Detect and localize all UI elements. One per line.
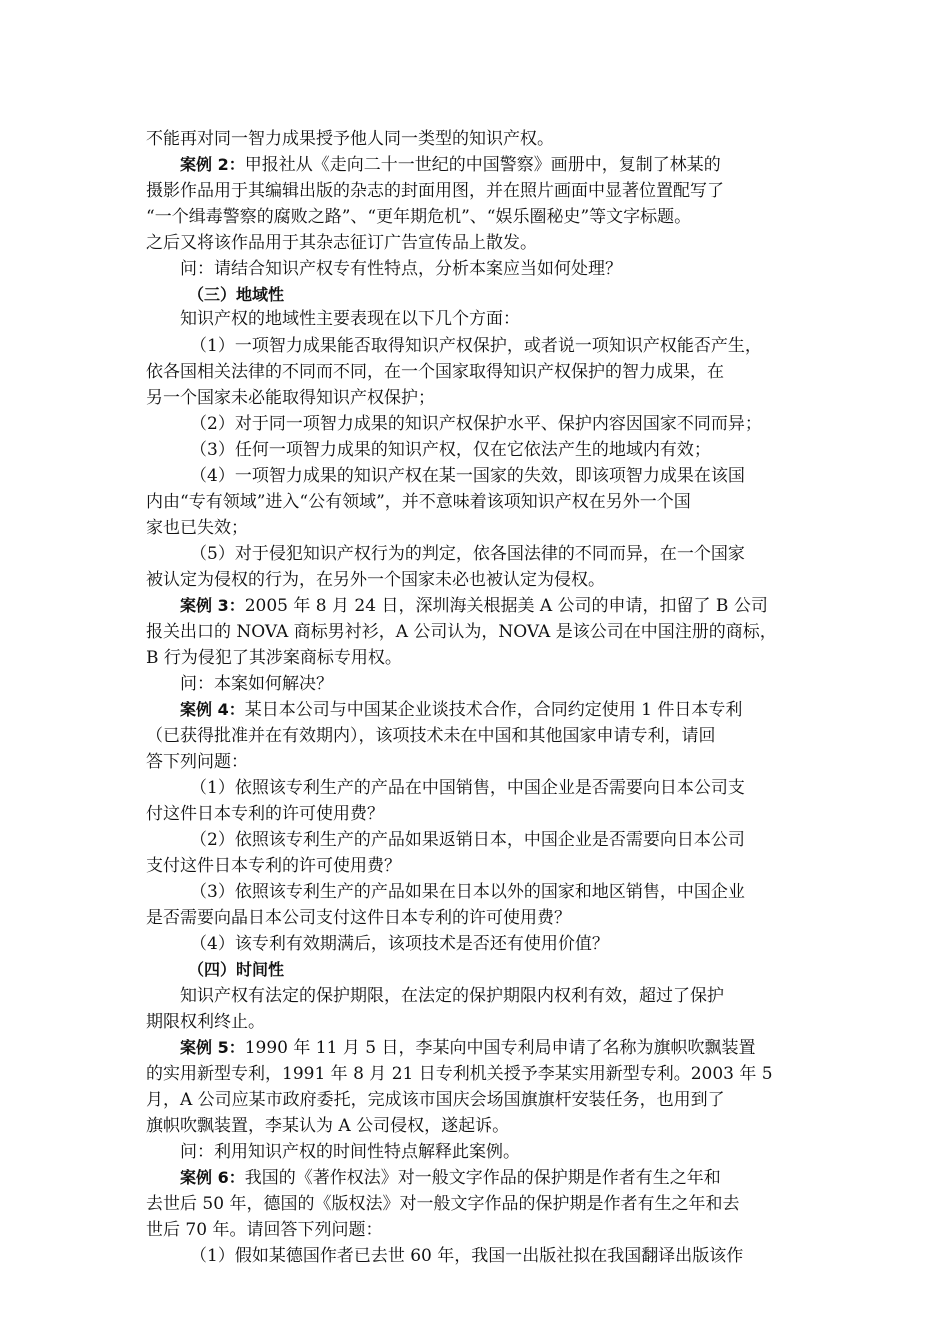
- list-item-line: （2）依照该专利生产的产品如果返销日本，中国企业是否需要向日本公司: [190, 830, 745, 850]
- case-label: 案例 6：: [180, 1168, 245, 1187]
- paragraph-line: 答下列问题：: [146, 752, 248, 772]
- line-text: 1990 年 11 月 5 日，李某向中国专利局申请了名称为旗帜吹飘装置: [244, 1038, 756, 1058]
- list-item-line: （1）假如某德国作者已去世 60 年，我国一出版社拟在我国翻译出版该作: [190, 1246, 744, 1266]
- paragraph-line: 去世后 50 年，德国的《版权法》对一般文字作品的保护期是作者有生之年和去: [146, 1194, 740, 1214]
- question-line: 问：请结合知识产权专有性特点，分析本案应当如何处理？: [180, 259, 622, 279]
- paragraph-line: 旗帜吹飘装置，李某认为 A 公司侵权，遂起诉。: [146, 1116, 510, 1136]
- list-item-line: （4）该专利有效期满后，该项技术是否还有使用价值？: [190, 934, 609, 954]
- paragraph-line: 知识产权的地域性主要表现在以下几个方面：: [180, 309, 520, 329]
- paragraph-line: 支付这件日本专利的许可使用费？: [146, 856, 401, 876]
- paragraph-line: 世后 70 年。请回答下列问题：: [146, 1220, 383, 1240]
- section-heading: （三）地域性: [188, 285, 285, 304]
- paragraph-line: 月，A 公司应某市政府委托，完成该市国庆会场国旗旗杆安装任务，也用到了: [146, 1090, 725, 1110]
- list-item-line: （2）对于同一项智力成果的知识产权保护水平、保护内容因国家不同而异；: [190, 414, 762, 434]
- paragraph-line: 依各国相关法律的不同而不同，在一个国家取得知识产权保护的智力成果，在: [146, 362, 724, 382]
- paragraph-line: “一个缉毒警察的腐败之路”、“更年期危机”、“娱乐圈秘史”等文字标题。: [146, 207, 692, 227]
- paragraph-line: 知识产权有法定的保护期限，在法定的保护期限内权利有效，超过了保护: [180, 986, 724, 1006]
- paragraph-line: 期限权利终止。: [146, 1012, 265, 1032]
- paragraph-line: 家也已失效；: [146, 518, 248, 538]
- list-item-line: （4）一项智力成果的知识产权在某一国家的失效，即该项智力成果在该国: [190, 466, 745, 486]
- list-item-line: （3）任何一项智力成果的知识产权，仅在它依法产生的地域内有效；: [190, 440, 711, 460]
- paragraph-line: [180, 697, 812, 723]
- paragraph-line: B 行为侵犯了其涉案商标专用权。: [146, 648, 402, 668]
- paragraph-line: [180, 152, 812, 178]
- list-item-line: （3）依照该专利生产的产品如果在日本以外的国家和地区销售，中国企业: [190, 882, 745, 902]
- paragraph-line: 另一个国家未必能取得知识产权保护；: [146, 388, 435, 408]
- paragraph-line: 报关出口的 NOVA 商标男衬衫，A 公司认为，NOVA 是该公司在中国注册的商标，: [146, 622, 777, 642]
- paragraph-line: 付这件日本专利的许可使用费？: [146, 804, 384, 824]
- paragraph-line: 的实用新型专利，1991 年 8 月 21 日专利机关授予李某实用新型专利。2003 年 5: [146, 1064, 773, 1084]
- case-label: 案例 4：: [180, 700, 245, 719]
- list-item-line: （1）依照该专利生产的产品在中国销售，中国企业是否需要向日本公司支: [190, 778, 745, 798]
- paragraph-line: （已获得批准并在有效期内），该项技术未在中国和其他国家申请专利，请回: [146, 726, 716, 746]
- paragraph-line: 之后又将该作品用于其杂志征订广告宣传品上散发。: [146, 233, 537, 253]
- list-item-line: （1）一项智力成果能否取得知识产权保护，或者说一项知识产权能否产生，: [190, 336, 762, 356]
- question-line: 问：利用知识产权的时间性特点解释此案例。: [180, 1142, 520, 1162]
- line-text: 某日本公司与中国某企业谈技术合作，合同约定使用 1 件日本专利: [244, 700, 743, 720]
- case-label: 案例 5：: [180, 1038, 245, 1057]
- line-text: 我国的《著作权法》对一般文字作品的保护期是作者有生之年和: [244, 1168, 721, 1188]
- section-heading: （四）时间性: [188, 960, 285, 979]
- paragraph-line: 不能再对同一智力成果授予他人同一类型的知识产权。: [146, 129, 554, 149]
- paragraph-line: 被认定为侵权的行为，在另外一个国家未必也被认定为侵权。: [146, 570, 605, 590]
- paragraph-line: [180, 1165, 812, 1191]
- case-label: 案例 2：: [180, 155, 245, 174]
- paragraph-line: [180, 593, 812, 619]
- line-text: 2005 年 8 月 24 日，深圳海关根据美 A 公司的申请，扣留了 B 公司: [244, 596, 768, 616]
- paragraph-line: [180, 1035, 812, 1061]
- line-text: 甲报社从《走向二十一世纪的中国警察》画册中，复制了林某的: [244, 155, 721, 175]
- list-item-line: （5）对于侵犯知识产权行为的判定，依各国法律的不同而异，在一个国家: [190, 544, 745, 564]
- case-label: 案例 3：: [180, 596, 245, 615]
- question-line: 问：本案如何解决？: [180, 674, 333, 694]
- paragraph-line: 摄影作品用于其编辑出版的杂志的封面用图，并在照片画面中显著位置配写了: [146, 181, 724, 201]
- paragraph-line: 内由“专有领域”进入“公有领域”，并不意味着该项知识产权在另外一个国: [146, 492, 691, 512]
- paragraph-line: 是否需要向晶日本公司支付这件日本专利的许可使用费？: [146, 908, 571, 928]
